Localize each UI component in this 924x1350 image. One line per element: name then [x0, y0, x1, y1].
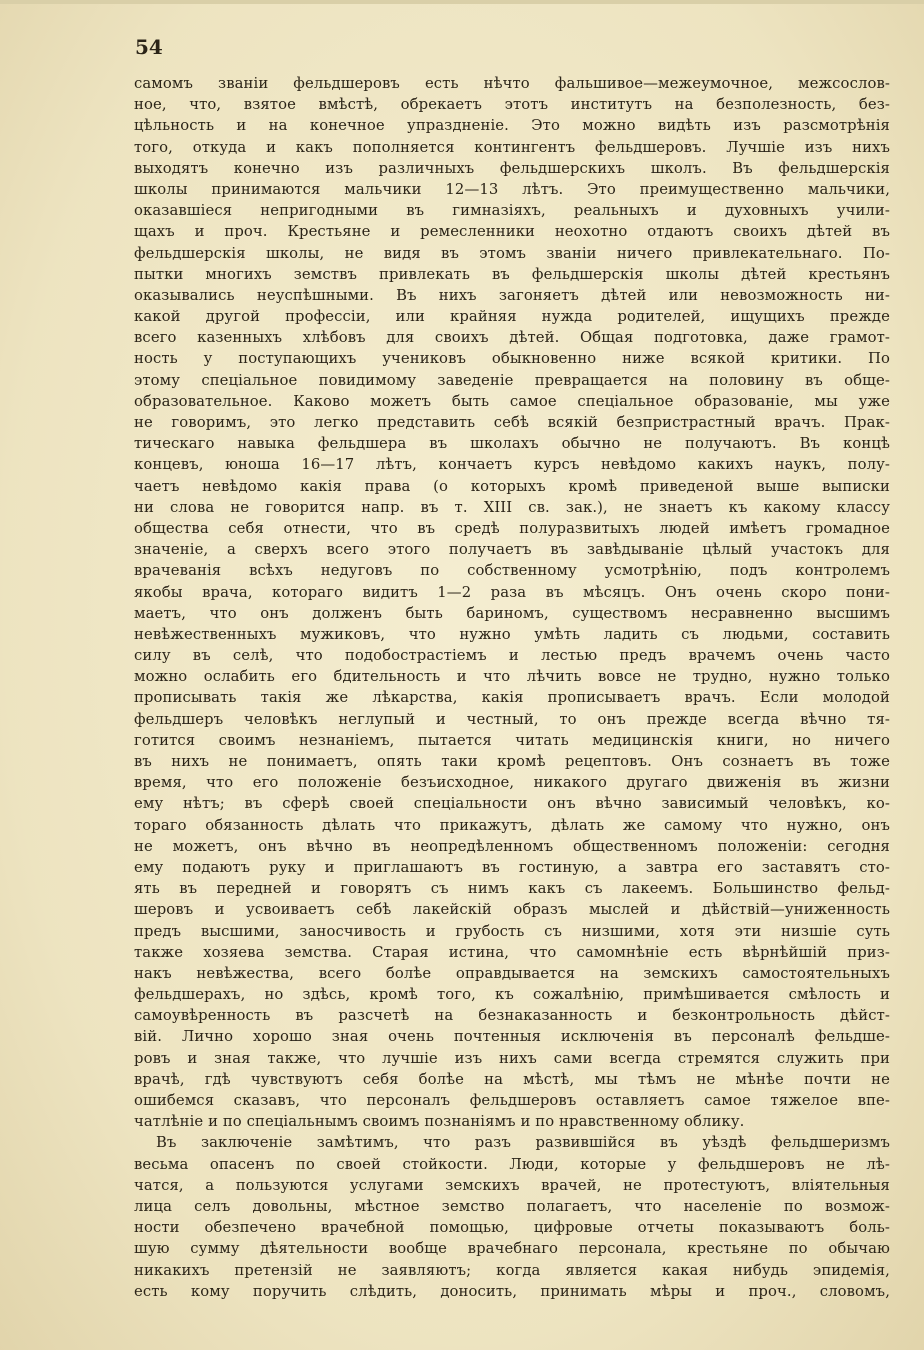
text-line: общества себя отнести, что въ средѣ полуразвитыхъ людей имѣетъ громадное	[134, 519, 890, 537]
text-line: невѣжественныхъ мужиковъ, что нужно умѣть ладить съ людьми, составить	[134, 625, 890, 643]
text-line: ни слова не говорится напр. въ т. XIII св. зак.), не знаетъ къ какому классу	[134, 498, 890, 516]
text-line: ему подаютъ руку и приглашаютъ въ гостиную, а завтра его заставятъ сто-	[134, 858, 890, 876]
page-number: 54	[135, 35, 163, 59]
text-line: никакихъ претензій не заявляютъ; когда является какая нибудь эпидемія,	[134, 1261, 890, 1279]
text-line: силу въ селѣ, что подобострастіемъ и лестью предъ врачемъ очень часто	[134, 647, 890, 665]
text-line: весьма опасенъ по своей стойкости. Люди, которые у фельдшеровъ не лѣ-	[134, 1155, 890, 1173]
text-line: всего казенныхъ хлѣбовъ для своихъ дѣтей. Общая подготовка, даже грамот-	[134, 329, 890, 347]
text-line: есть кому поручить слѣдить, доносить, принимать мѣры и проч., словомъ,	[134, 1282, 890, 1300]
text-line: прописывать такія же лѣкарства, какія прописываетъ врачъ. Если молодой	[134, 689, 890, 707]
text-line: цѣльность и на конечное упраздненіе. Это можно видѣть изъ разсмотрѣнія	[134, 117, 890, 135]
text-line: не говоримъ, это легко представить себѣ всякій безпристрастный врачъ. Прак-	[134, 414, 890, 431]
text-line: не можетъ, онъ вѣчно въ неопредѣленномъ общественномъ положеніи: сегодня	[134, 837, 890, 855]
text-line: чаетъ невѣдомо какія права (о которыхъ кромѣ приведеной выше выписки	[134, 477, 890, 495]
body-text	[134, 73, 890, 1302]
text-line: чатся, а пользуются услугами земскихъ врачей, не протестуютъ, вліятельныя	[134, 1176, 890, 1194]
text-line: ность у поступающихъ учениковъ обыкновенно ниже всякой критики. По	[134, 350, 890, 368]
text-line: ное, что, взятое вмѣстѣ, обрекаетъ этотъ институтъ на безполезность, без-	[134, 96, 890, 114]
text-line: значеніе, а сверхъ всего этого получаетъ въ завѣдываніе цѣлый участокъ для	[134, 541, 890, 559]
text-line: выходятъ конечно изъ различныхъ фельдшерскихъ школъ. Въ фельдшерскія	[134, 159, 890, 177]
page-top-edge	[0, 0, 924, 4]
text-line: врачѣ, гдѣ чувствуютъ себя болѣе на мѣстѣ, мы тѣмъ не мѣнѣе почти не	[134, 1070, 890, 1088]
text-line: ему нѣтъ; въ сферѣ своей спеціальности онъ вѣчно зависимый человѣкъ, ко-	[134, 795, 890, 813]
text-line: ности обезпечено врачебной помощью, цифровые отчеты показываютъ боль-	[134, 1219, 890, 1237]
text-line: школы принимаются мальчики 12—13 лѣтъ. Это преимущественно мальчики,	[134, 180, 890, 198]
text-line: Въ заключеніе замѣтимъ, что разъ развившійся въ уѣздѣ фельдшеризмъ	[156, 1134, 890, 1152]
text-line: образовательное. Каково можетъ быть самое спеціальное образованіе, мы уже	[134, 392, 890, 410]
text-line: накъ невѣжества, всего болѣе оправдывается на земскихъ самостоятельныхъ	[134, 964, 890, 982]
text-line: какой другой профессіи, или крайняя нужда родителей, ищущихъ прежде	[134, 308, 890, 326]
text-line: концевъ, юноша 16—17 лѣтъ, кончаетъ курсъ невѣдомо какихъ наукъ, полу-	[134, 456, 890, 474]
text-line: фельдшерскія школы, не видя въ этомъ званіи ничего привлекательнаго. По-	[134, 244, 890, 262]
text-line: можно ослабить его бдительность и что лѣчить вовсе не трудно, нужно только	[134, 668, 890, 686]
text-line: шую сумму дѣятельности вообще врачебнаго персонала, крестьяне по обычаю	[134, 1240, 890, 1258]
text-line: ять въ передней и говорятъ съ нимъ какъ съ лакеемъ. Большинство фельд-	[134, 880, 890, 898]
text-line: вій. Лично хорошо зная очень почтенныя исключенія въ персоналѣ фельдше-	[134, 1028, 890, 1046]
text-line: якобы врача, котораго видитъ 1—2 раза въ мѣсяцъ. Онъ очень скоро пони-	[134, 583, 890, 601]
text-line: пытки многихъ земствъ привлекать въ фельдшерскія школы дѣтей крестьянъ	[134, 265, 890, 283]
text-line: тораго обязанность дѣлать что прикажутъ, дѣлать же самому что нужно, онъ	[134, 816, 890, 834]
text-line: того, откуда и какъ пополняется контингентъ фельдшеровъ. Лучшіе изъ нихъ	[134, 138, 890, 156]
text-line: предъ высшими, заносчивость и грубость съ низшими, хотя эти низшіе суть	[134, 922, 890, 940]
text-line: самоувѣренность въ разсчетѣ на безнаказанность и безконтрольность дѣйст-	[134, 1007, 890, 1025]
text-line: маетъ, что онъ долженъ быть бариномъ, существомъ несравненно высшимъ	[134, 604, 890, 622]
text-line: самомъ званіи фельдшеровъ есть нѣчто фальшивое—межеумочное, межсослов-	[134, 75, 890, 92]
text-line: время, что его положеніе безъисходное, никакого другаго движенія въ жизни	[134, 774, 890, 792]
text-line: чатлѣніе и по спеціальнымъ своимъ познаніямъ и по нравственному облику.	[134, 1113, 745, 1131]
text-line: также хозяева земства. Старая истина, что самомнѣніе есть вѣрнѣйшій приз-	[134, 943, 890, 961]
text-line: готится своимъ незнаніемъ, пытается читать медицинскія книги, но ничего	[134, 731, 890, 749]
text-line: въ нихъ не понимаетъ, опять таки кромѣ рецептовъ. Онъ сознаетъ въ тоже	[134, 753, 890, 770]
text-line: лица селъ довольны, мѣстное земство полагаетъ, что населеніе по возмож-	[134, 1197, 890, 1215]
text-line: этому спеціальное повидимому заведеніе превращается на половину въ обще-	[134, 371, 890, 389]
text-line: щахъ и проч. Крестьяне и ремесленники неохотно отдаютъ своихъ дѣтей въ	[134, 223, 890, 241]
text-line: оказывались неуспѣшными. Въ нихъ загоняетъ дѣтей или невозможность ни-	[134, 286, 890, 304]
text-line: шеровъ и усвоиваетъ себѣ лакейскій образъ мыслей и дѣйствій—униженность	[134, 901, 890, 919]
text-line: фельдшерахъ, но здѣсь, кромѣ того, къ сожалѣнію, примѣшивается смѣлость и	[134, 986, 890, 1004]
text-line: тическаго навыка фельдшера въ школахъ обычно не получаютъ. Въ концѣ	[134, 435, 890, 453]
text-line: фельдшеръ человѣкъ неглупый и честный, то онъ прежде всегда вѣчно тя-	[134, 710, 890, 728]
text-line: ошибемся сказавъ, что персоналъ фельдшеровъ оставляетъ самое тяжелое впе-	[134, 1092, 890, 1109]
text-line: врачеванія всѣхъ недуговъ по собственному усмотрѣнію, подъ контролемъ	[134, 562, 890, 580]
text-line: оказавшіеся непригодными въ гимназіяхъ, реальныхъ и духовныхъ учили-	[134, 202, 890, 220]
text-line: ровъ и зная также, что лучшіе изъ нихъ сами всегда стремятся служить при	[134, 1049, 890, 1067]
